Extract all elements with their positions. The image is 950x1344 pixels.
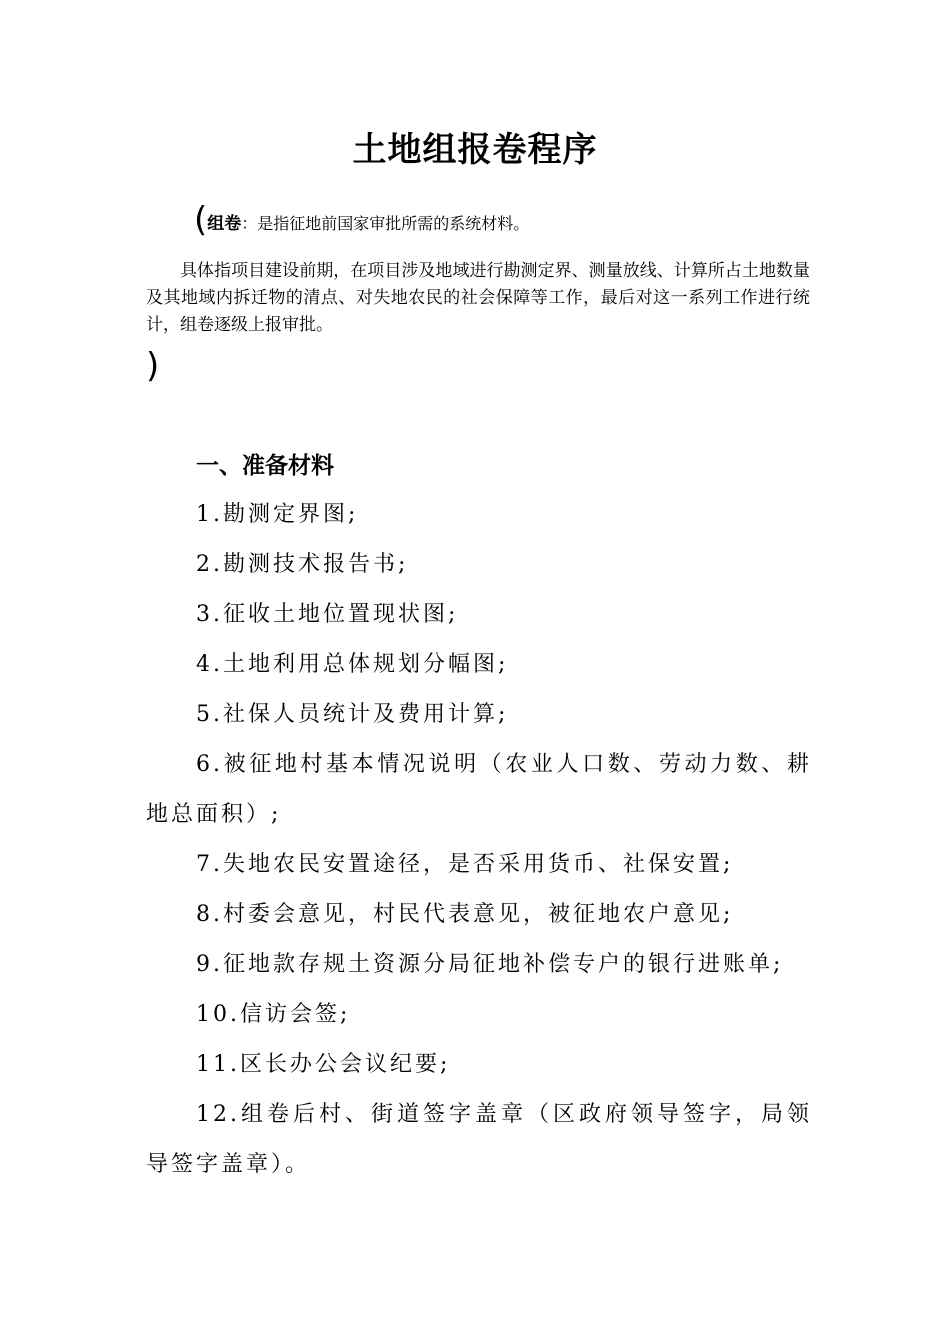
list-item: 5.社保人员统计及费用计算; (196, 702, 509, 727)
list-item: 6.被征地村基本情况说明（农业人口数、劳动力数、耕地总面积）; (146, 752, 812, 827)
definition-description: 具体指项目建设前期，在项目涉及地域进行勘测定界、测量放线、计算所占土地数量及其地域内拆迁物的清点、对失地农民的社会保障等工作，最后对这一系列工作进行统计，组卷逐级上报审批。 (146, 261, 810, 335)
open-paren: ( (194, 200, 208, 240)
document-title: 土地组报卷程序 (352, 130, 598, 170)
list-item: 3.征收土地位置现状图; (196, 602, 459, 627)
list-item: 12.组卷后村、街道签字盖章（区政府领导签字，局领导签字盖章）。 (146, 1102, 812, 1177)
list-item: 1.勘测定界图; (196, 502, 359, 527)
section-title: 一、准备材料 (196, 453, 334, 479)
close-paren: ) (146, 346, 160, 386)
list-item: 7.失地农民安置途径，是否采用货币、社保安置; (196, 852, 734, 877)
list-item: 2.勘测技术报告书; (196, 552, 409, 577)
definition-term: 组卷 (207, 214, 242, 234)
list-item: 10.信访会签; (196, 1002, 351, 1027)
definition-line (194, 200, 529, 244)
list-item: 9.征地款存规土资源分局征地补偿专户的银行进账单; (196, 952, 784, 977)
definition-text: ：是指征地前国家审批所需的系统材料。 (241, 214, 530, 233)
list-item: 8.村委会意见，村民代表意见，被征地农户意见; (196, 902, 734, 927)
list-item: 4.土地利用总体规划分幅图; (196, 652, 509, 677)
list-item: 11.区长办公会议纪要; (196, 1052, 451, 1077)
materials-list (146, 490, 812, 1190)
